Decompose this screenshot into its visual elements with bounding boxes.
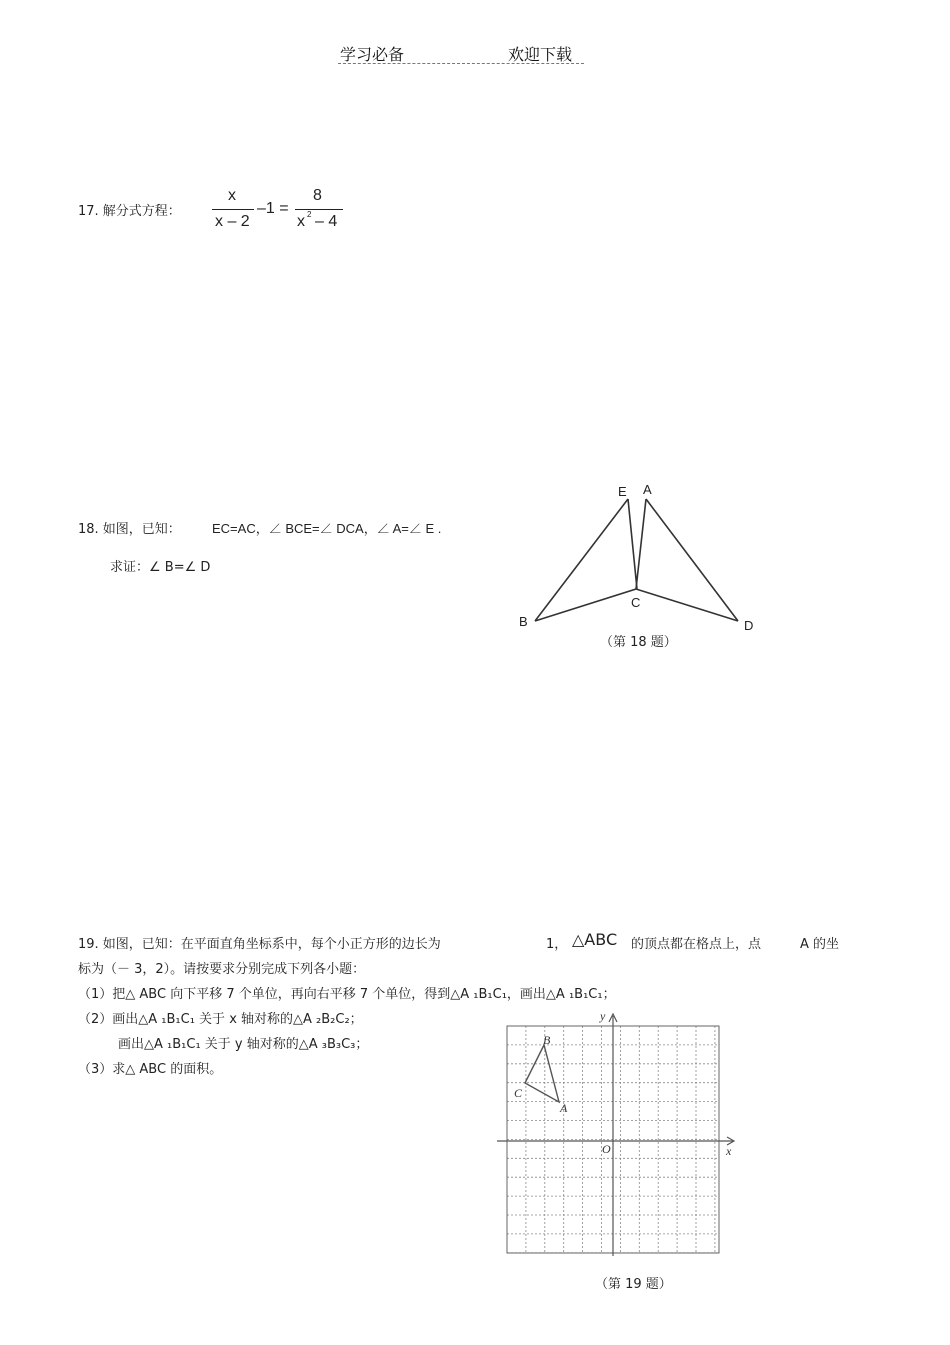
q19-label-O: O [602, 1142, 611, 1156]
q17-fraction-1 [212, 187, 254, 235]
q19-item1: （1）把△ ABC 向下平移 7 个单位，再向右平移 7 个单位，得到△A ₁B₁C₁，画出△A ₁B₁C₁； [78, 987, 616, 1002]
q17-label: 17. 解分式方程： [78, 204, 181, 219]
q18-label-D: D [744, 618, 754, 633]
q18-figure [500, 475, 780, 655]
q19-label-C: C [514, 1086, 523, 1100]
q19-line1-d: 的顶点都在格点上，点 [631, 937, 762, 952]
q19-item2b: 画出△A ₁B₁C₁ 关于 y 轴对称的△A ₃B₃C₃； [118, 1037, 369, 1052]
q19-line1-a: 19. 如图，已知：在平面直角坐标系中，每个小正方形的边长为 [78, 937, 441, 952]
q18-line1-prefix: 18. 如图，已知： [78, 522, 181, 537]
q18-label-A: A [643, 482, 652, 497]
q19-caption: （第 19 题） [595, 1277, 672, 1292]
q17-fraction-2 [295, 187, 343, 235]
q19-label-y: y [600, 1009, 606, 1023]
q19-item3: （3）求△ ABC 的面积。 [78, 1062, 223, 1077]
q17-middle: –1 = [257, 200, 289, 217]
q19-line2: 标为（－ 3，2）。请按要求分别完成下列各小题： [78, 962, 366, 977]
q17-denominator-2-base: x [297, 213, 305, 230]
q19-coordinate-grid [495, 1008, 745, 1258]
q19-label-x: x [726, 1144, 732, 1158]
q19-line1-c: △ABC [572, 930, 618, 949]
q19-line1-e: A 的坐 [800, 937, 840, 952]
q17-numerator-2: 8 [313, 187, 322, 204]
q18-label-B: B [519, 614, 528, 629]
q18-prove: 求证：∠ B=∠ D [110, 560, 211, 575]
header-divider [338, 63, 584, 64]
q18-label-E: E [618, 484, 627, 499]
q17-denominator-2-rest: – 4 [315, 213, 338, 230]
q19-line1-b: 1， [546, 937, 568, 952]
q19-label-A: A [560, 1101, 568, 1115]
header-left-text: 学习必备 [340, 45, 405, 64]
q18-given: EC=AC，∠ BCE=∠ DCA，∠ A=∠ E . [212, 521, 442, 536]
q19-label-B: B [543, 1033, 551, 1047]
header-right-text: 欢迎下载 [508, 45, 573, 64]
q18-caption: （第 18 题） [600, 635, 677, 650]
q17-denominator-2-exp: 2 [307, 210, 312, 219]
q17-numerator-1: x [228, 187, 236, 204]
q19-item2a: （2）画出△A ₁B₁C₁ 关于 x 轴对称的△A ₂B₂C₂； [78, 1012, 363, 1027]
q18-label-C: C [631, 595, 641, 610]
q17-denominator-1: x – 2 [215, 213, 250, 230]
